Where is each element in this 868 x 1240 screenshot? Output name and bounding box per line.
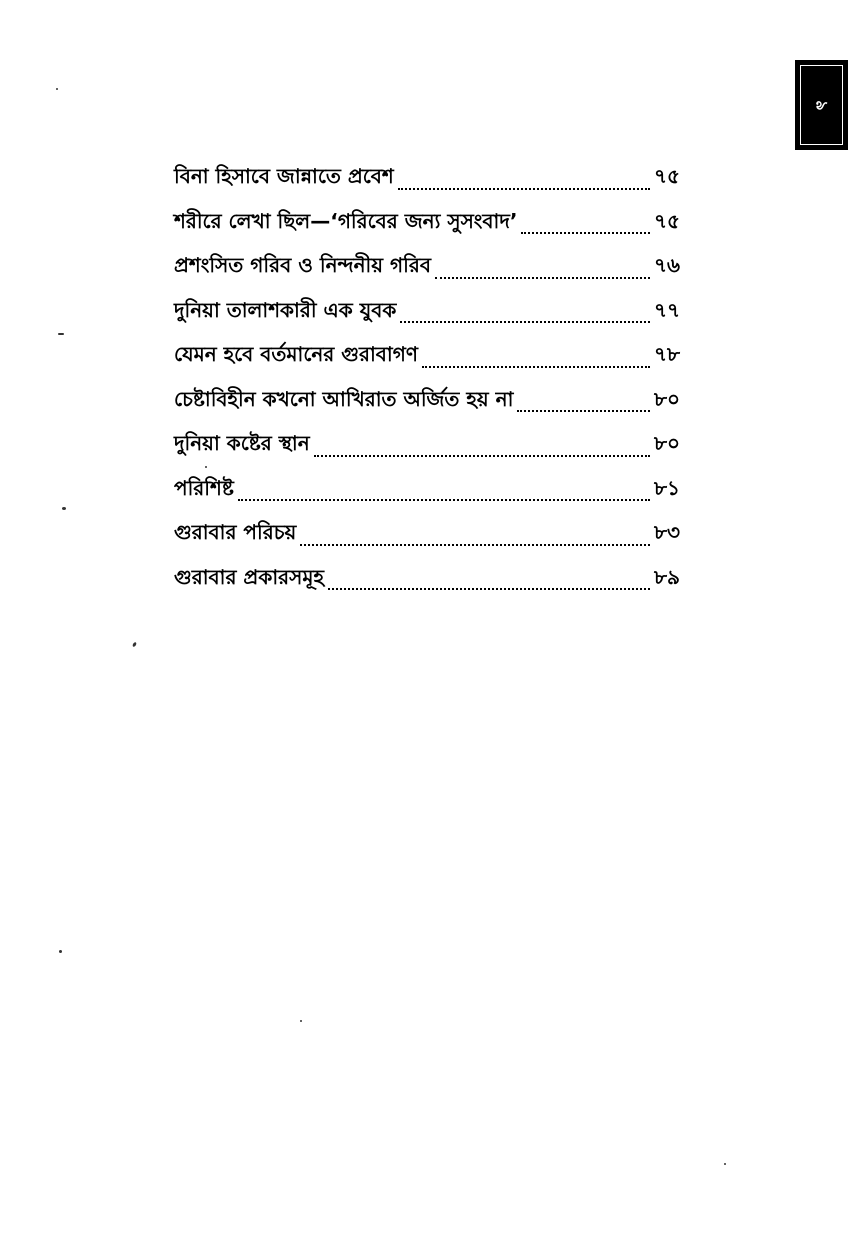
- toc-entry: [174, 555, 680, 600]
- toc-dot-leader: [400, 291, 650, 323]
- toc-entry-page: ৮০: [654, 431, 680, 455]
- toc-dot-leader: [328, 558, 650, 590]
- toc-entry-page: ৮৩: [654, 520, 680, 544]
- scan-speck: [56, 88, 58, 90]
- toc-entry-title: শরীরে লেখা ছিল—‘গরিবের জন্য সুসংবাদ’: [174, 208, 518, 233]
- toc-entry-title: গুরাবার পরিচয়: [174, 520, 297, 544]
- page-number-tab: [795, 60, 848, 150]
- toc-entry-title: গুরাবার প্রকারসমূহ: [174, 564, 324, 589]
- toc-entry: [174, 510, 680, 555]
- toc-entry-title: দুনিয়া তালাশকারী এক যুবক: [174, 297, 397, 322]
- toc-dot-leader: [314, 425, 650, 457]
- toc-entry: [174, 199, 680, 244]
- toc-entry-page: ৮০: [654, 386, 680, 411]
- toc-entry-page: ৮৯: [654, 564, 680, 589]
- toc-entry-title: প্রশংসিত গরিব ও নিন্দনীয় গরিব: [174, 253, 431, 277]
- toc-dot-leader: [521, 202, 650, 234]
- toc-entry: [174, 466, 680, 511]
- toc-dot-leader: [517, 380, 650, 412]
- toc-entry-page: ৭৫: [654, 164, 680, 188]
- toc-dot-leader: [398, 158, 650, 190]
- toc-entry: [174, 154, 680, 199]
- scan-speck: [300, 1020, 302, 1022]
- toc-entry-title: যেমন হবে বর্তমানের গুরাবাগণ: [174, 342, 418, 366]
- toc-entry-title: বিনা হিসাবে জান্নাতে প্রবেশ: [174, 164, 394, 188]
- toc-entry: [174, 377, 680, 422]
- scan-speck: [724, 1163, 726, 1165]
- toc-entry-title: পরিশিষ্ট: [174, 475, 234, 500]
- scan-speck: [58, 333, 64, 335]
- toc-entry-page: ৭৭: [653, 297, 680, 322]
- toc-entry-page: ৭৫: [654, 208, 680, 233]
- table-of-contents: [174, 154, 680, 599]
- toc-entry-page: ৭৮: [654, 342, 680, 366]
- toc-entry-title: চেষ্টাবিহীন কখনো আখিরাত অর্জিত হয় না: [174, 386, 514, 411]
- toc-entry-title: দুনিয়া কষ্টের স্থান: [174, 431, 310, 455]
- scan-speck: [205, 466, 207, 468]
- toc-dot-leader: [422, 336, 650, 368]
- toc-entry: [174, 243, 680, 288]
- toc-entry: [174, 332, 680, 377]
- page-number-frame: [800, 65, 843, 145]
- toc-entry: [174, 421, 680, 466]
- toc-dot-leader: [435, 247, 650, 279]
- page-number: ৯: [812, 99, 832, 111]
- toc-entry-page: ৮১: [654, 475, 680, 500]
- toc-dot-leader: [238, 469, 650, 501]
- toc-entry-page: ৭৬: [653, 253, 680, 277]
- scan-speck: [132, 642, 137, 648]
- toc-dot-leader: [300, 514, 650, 546]
- toc-entry: [174, 288, 680, 333]
- scan-speck: [59, 950, 62, 953]
- scan-speck: [62, 507, 66, 510]
